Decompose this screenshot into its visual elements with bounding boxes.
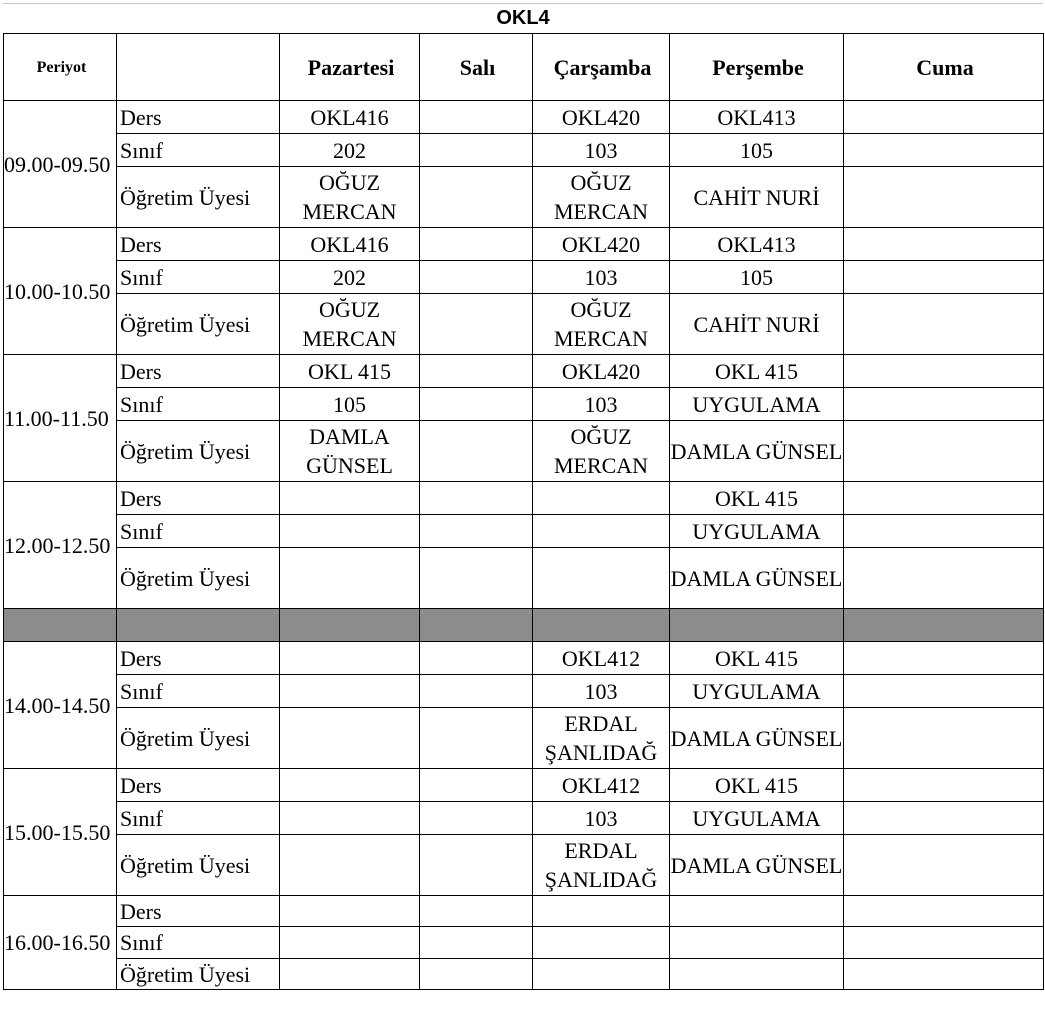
row-label-teacher: Öğretim Üyesi	[117, 708, 280, 769]
period-cell: 11.00-11.50	[4, 355, 117, 482]
schedule-row-teacher	[4, 548, 1044, 609]
teacher-cell-friday	[844, 548, 1044, 609]
break-cell	[844, 609, 1044, 642]
schedule-row-room	[4, 927, 1044, 959]
room-cell-monday	[280, 927, 420, 959]
schedule-row-teacher	[4, 421, 1044, 482]
room-cell-wednesday	[533, 927, 670, 959]
room-cell-tuesday	[420, 388, 533, 421]
room-cell-tuesday	[420, 927, 533, 959]
schedule-row-course	[4, 896, 1044, 927]
teacher-cell-thursday: DAMLA GÜNSEL	[670, 835, 844, 896]
row-label-teacher: Öğretim Üyesi	[117, 548, 280, 609]
course-cell-wednesday	[533, 482, 670, 515]
room-cell-thursday: UYGULAMA	[670, 388, 844, 421]
row-label-teacher: Öğretim Üyesi	[117, 421, 280, 482]
room-cell-thursday: UYGULAMA	[670, 515, 844, 548]
course-cell-friday	[844, 896, 1044, 927]
row-label-room: Sınıf	[117, 675, 280, 708]
room-cell-friday	[844, 261, 1044, 294]
room-cell-tuesday	[420, 675, 533, 708]
teacher-cell-monday	[280, 835, 420, 896]
course-cell-monday	[280, 642, 420, 675]
break-cell	[4, 609, 117, 642]
course-cell-wednesday: OKL420	[533, 228, 670, 261]
course-cell-thursday: OKL 415	[670, 355, 844, 388]
row-label-course: Ders	[117, 482, 280, 515]
room-cell-thursday: UYGULAMA	[670, 802, 844, 835]
period-cell: 15.00-15.50	[4, 769, 117, 896]
row-label-teacher: Öğretim Üyesi	[117, 835, 280, 896]
room-cell-wednesday: 103	[533, 261, 670, 294]
schedule-row-room	[4, 134, 1044, 167]
teacher-cell-monday: OĞUZ MERCAN	[280, 167, 420, 228]
teacher-cell-thursday	[670, 959, 844, 990]
schedule-row-room	[4, 802, 1044, 835]
teacher-cell-tuesday	[420, 548, 533, 609]
row-label-room: Sınıf	[117, 261, 280, 294]
row-label-course: Ders	[117, 769, 280, 802]
course-cell-tuesday	[420, 642, 533, 675]
room-cell-friday	[844, 927, 1044, 959]
room-cell-tuesday	[420, 261, 533, 294]
course-cell-friday	[844, 482, 1044, 515]
course-cell-monday	[280, 482, 420, 515]
row-label-room: Sınıf	[117, 802, 280, 835]
teacher-cell-wednesday: ERDAL ŞANLIDAĞ	[533, 835, 670, 896]
course-cell-wednesday: OKL420	[533, 101, 670, 134]
row-label-course: Ders	[117, 101, 280, 134]
schedule-row-room	[4, 515, 1044, 548]
course-cell-friday	[844, 228, 1044, 261]
row-label-room: Sınıf	[117, 927, 280, 959]
day-header-wednesday: Çarşamba	[533, 34, 670, 101]
course-cell-friday	[844, 355, 1044, 388]
break-cell	[420, 609, 533, 642]
schedule-row-room	[4, 261, 1044, 294]
schedule-row-course	[4, 642, 1044, 675]
teacher-cell-tuesday	[420, 421, 533, 482]
schedule-row-course	[4, 482, 1044, 515]
room-cell-friday	[844, 515, 1044, 548]
room-cell-monday	[280, 802, 420, 835]
period-cell: 16.00-16.50	[4, 896, 117, 990]
teacher-cell-thursday: DAMLA GÜNSEL	[670, 548, 844, 609]
course-cell-thursday: OKL413	[670, 228, 844, 261]
teacher-cell-monday	[280, 708, 420, 769]
teacher-cell-thursday: CAHİT NURİ	[670, 294, 844, 355]
course-cell-tuesday	[420, 355, 533, 388]
course-cell-wednesday	[533, 896, 670, 927]
schedule-row-teacher	[4, 835, 1044, 896]
teacher-cell-wednesday: OĞUZ MERCAN	[533, 294, 670, 355]
teacher-cell-tuesday	[420, 708, 533, 769]
teacher-cell-friday	[844, 959, 1044, 990]
room-cell-thursday: UYGULAMA	[670, 675, 844, 708]
room-cell-friday	[844, 134, 1044, 167]
teacher-cell-monday	[280, 959, 420, 990]
schedule-row-teacher	[4, 959, 1044, 990]
room-cell-thursday	[670, 927, 844, 959]
room-cell-wednesday: 103	[533, 675, 670, 708]
teacher-cell-monday: DAMLA GÜNSEL	[280, 421, 420, 482]
room-cell-thursday: 105	[670, 134, 844, 167]
teacher-cell-monday: OĞUZ MERCAN	[280, 294, 420, 355]
course-cell-friday	[844, 642, 1044, 675]
header-row	[4, 34, 1044, 101]
room-cell-monday	[280, 675, 420, 708]
room-cell-monday	[280, 515, 420, 548]
row-label-course: Ders	[117, 228, 280, 261]
room-cell-tuesday	[420, 134, 533, 167]
schedule-row-course	[4, 228, 1044, 261]
room-cell-tuesday	[420, 515, 533, 548]
teacher-cell-tuesday	[420, 167, 533, 228]
course-cell-tuesday	[420, 228, 533, 261]
day-header-tuesday: Salı	[420, 34, 533, 101]
period-cell: 10.00-10.50	[4, 228, 117, 355]
teacher-cell-friday	[844, 167, 1044, 228]
room-cell-friday	[844, 802, 1044, 835]
teacher-cell-friday	[844, 294, 1044, 355]
teacher-cell-thursday: CAHİT NURİ	[670, 167, 844, 228]
row-label-course: Ders	[117, 355, 280, 388]
break-cell	[533, 609, 670, 642]
course-cell-monday: OKL416	[280, 228, 420, 261]
course-cell-tuesday	[420, 101, 533, 134]
schedule-title: OKL4	[3, 3, 1043, 33]
course-cell-thursday: OKL 415	[670, 769, 844, 802]
teacher-cell-wednesday	[533, 959, 670, 990]
row-label-teacher: Öğretim Üyesi	[117, 167, 280, 228]
schedule-row-teacher	[4, 294, 1044, 355]
teacher-cell-tuesday	[420, 959, 533, 990]
schedule-row-teacher	[4, 167, 1044, 228]
room-cell-wednesday: 103	[533, 388, 670, 421]
schedule-row-course	[4, 101, 1044, 134]
room-cell-monday: 105	[280, 388, 420, 421]
day-header-friday: Cuma	[844, 34, 1044, 101]
schedule-row-room	[4, 675, 1044, 708]
course-cell-wednesday: OKL420	[533, 355, 670, 388]
period-cell: 12.00-12.50	[4, 482, 117, 609]
course-cell-thursday: OKL 415	[670, 642, 844, 675]
teacher-cell-tuesday	[420, 294, 533, 355]
room-cell-wednesday: 103	[533, 134, 670, 167]
teacher-cell-friday	[844, 835, 1044, 896]
room-cell-monday: 202	[280, 134, 420, 167]
teacher-cell-friday	[844, 708, 1044, 769]
course-cell-tuesday	[420, 896, 533, 927]
period-cell: 14.00-14.50	[4, 642, 117, 769]
teacher-cell-friday	[844, 421, 1044, 482]
row-label-teacher: Öğretim Üyesi	[117, 294, 280, 355]
break-cell	[117, 609, 280, 642]
row-label-room: Sınıf	[117, 515, 280, 548]
course-cell-thursday: OKL 415	[670, 482, 844, 515]
label-header	[117, 34, 280, 101]
period-header: Periyot	[4, 34, 117, 101]
teacher-cell-wednesday: OĞUZ MERCAN	[533, 167, 670, 228]
schedule-row-teacher	[4, 708, 1044, 769]
row-label-room: Sınıf	[117, 388, 280, 421]
teacher-cell-thursday: DAMLA GÜNSEL	[670, 708, 844, 769]
row-label-course: Ders	[117, 896, 280, 927]
teacher-cell-monday	[280, 548, 420, 609]
course-cell-monday: OKL416	[280, 101, 420, 134]
period-cell: 09.00-09.50	[4, 101, 117, 228]
break-cell	[280, 609, 420, 642]
schedule-row-course	[4, 355, 1044, 388]
course-cell-friday	[844, 101, 1044, 134]
course-cell-thursday: OKL413	[670, 101, 844, 134]
break-cell	[670, 609, 844, 642]
row-label-room: Sınıf	[117, 134, 280, 167]
course-cell-friday	[844, 769, 1044, 802]
course-cell-monday: OKL 415	[280, 355, 420, 388]
room-cell-tuesday	[420, 802, 533, 835]
course-cell-wednesday: OKL412	[533, 769, 670, 802]
course-cell-thursday	[670, 896, 844, 927]
lunch-break-row	[4, 609, 1044, 642]
teacher-cell-tuesday	[420, 835, 533, 896]
day-header-thursday: Perşembe	[670, 34, 844, 101]
day-header-monday: Pazartesi	[280, 34, 420, 101]
room-cell-thursday: 105	[670, 261, 844, 294]
room-cell-monday: 202	[280, 261, 420, 294]
course-cell-monday	[280, 769, 420, 802]
course-cell-monday	[280, 896, 420, 927]
teacher-cell-wednesday	[533, 548, 670, 609]
room-cell-friday	[844, 388, 1044, 421]
schedule-table	[3, 33, 1044, 990]
row-label-course: Ders	[117, 642, 280, 675]
schedule-row-room	[4, 388, 1044, 421]
room-cell-wednesday	[533, 515, 670, 548]
schedule-row-course	[4, 769, 1044, 802]
teacher-cell-thursday: DAMLA GÜNSEL	[670, 421, 844, 482]
room-cell-wednesday: 103	[533, 802, 670, 835]
course-cell-tuesday	[420, 482, 533, 515]
teacher-cell-wednesday: ERDAL ŞANLIDAĞ	[533, 708, 670, 769]
course-cell-wednesday: OKL412	[533, 642, 670, 675]
row-label-teacher: Öğretim Üyesi	[117, 959, 280, 990]
teacher-cell-wednesday: OĞUZ MERCAN	[533, 421, 670, 482]
course-cell-tuesday	[420, 769, 533, 802]
room-cell-friday	[844, 675, 1044, 708]
